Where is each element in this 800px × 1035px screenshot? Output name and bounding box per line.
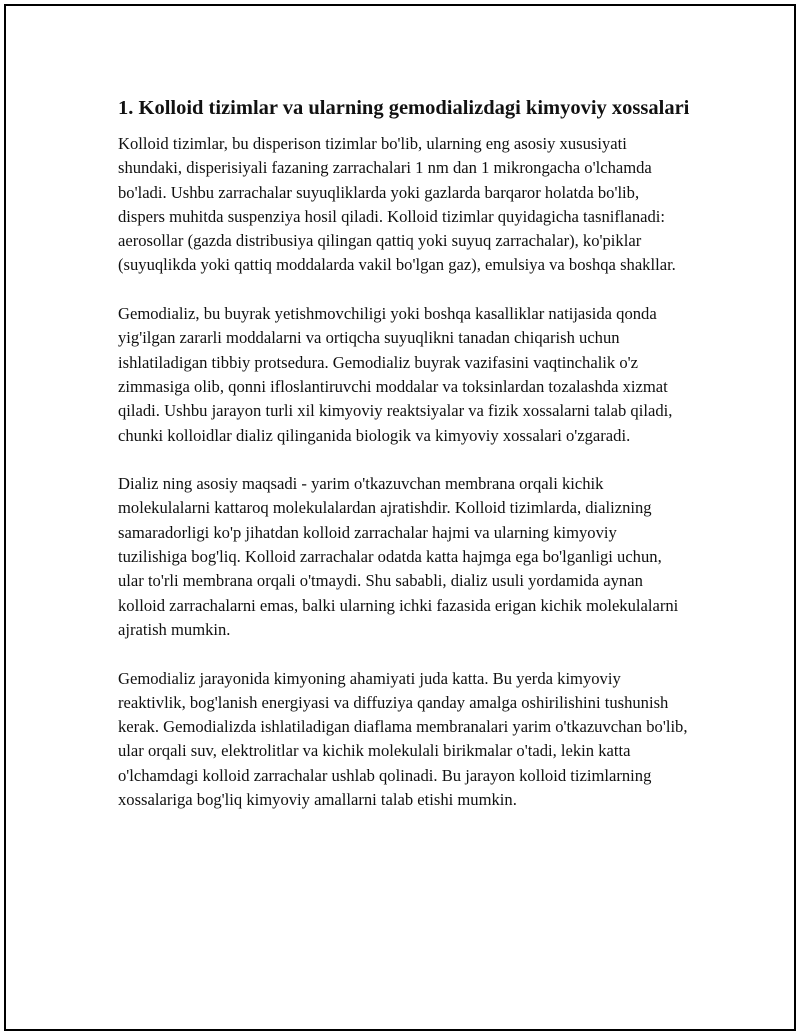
document-body — [118, 94, 690, 837]
section-heading: 1. Kolloid tizimlar va ularning gemodializdagi kimyoviy xossalari — [118, 97, 690, 119]
paragraph-colloid-systems: Kolloid tizimlar, bu disperison tizimlar bo'lib, ularning eng asosiy xususiyati shundaki, disperisiyali fazaning zarrachalari 1 nm dan 1 mikrongacha o'lchamda bo'ladi. Ushbu zarrachalar suyuqliklarda yoki gazlarda barqaror holatda bo'lib, dispers muhitda suspenziya hosil qiladi. Kolloid tizimlar quyidagicha tasniflanadi: aerosollar (gazda distribusiya qilingan qattiq yoki suyuq zarrachalar), ko'piklar (suyuqlikda yoki qattiq moddalarda vakil bo'lgan gaz), emulsiya va boshqa shakllar. — [118, 134, 676, 275]
paragraph-chemistry-role: Gemodializ jarayonida kimyoning ahamiyati juda katta. Bu yerda kimyoviy reaktivlik, bog'lanish energiyasi va diffuziya qanday amalga oshirilishini tushunish kerak. Gemodializda ishlatiladigan diaflama membranalari yarim o'tkazuvchan bo'lib, ular orqali suv, elektrolitlar va kichik molekulali birikmalar o'tadi, lekin katta o'lchamdagi kolloid zarrachalar ushlab qolinadi. Bu jarayon kolloid tizimlarning xossalariga bog'liq kimyoviy amallarni talab etishi mumkin. — [118, 668, 688, 810]
paragraph-hemodialysis: Gemodializ, bu buyrak yetishmovchiligi yoki boshqa kasalliklar natijasida qonda yig'ilgan zararli moddalarni va ortiqcha suyuqlikni tanadan chiqarish uchun ishlatiladigan tibbiy protsedura. Gemodializ buyrak vazifasini vaqtinchalik o'z zimmasiga olib, qonni ifloslantiruvchi moddalar va toksinlardan tozalashda xizmat qiladi. Ushbu jarayon turli xil kimyoviy reaktsiyalar va fizik xossalarni talab qiladi, chunki kolloidlar dializ qilinganida biologik va kimyoviy xossalari o'zgaradi. — [118, 304, 673, 445]
paragraph-dialysis-purpose: Dializ ning asosiy maqsadi - yarim o'tkazuvchan membrana orqali kichik molekulalarni kattaroq molekulalardan ajratishdir. Kolloid tizimlarda, dializning samaradorligi ko'p jihatdan kolloid zarrachalar hajmi va ularning kimyoviy tuzilishiga bog'liq. Kolloid zarrachalar odatda katta hajmga ega bo'lganligi uchun, ular to'rli membrana orqali o'tmaydi. Shu sababli, dializ usuli yordamida aynan kolloid zarrachalarni emas, balki ularning ichki fazasida erigan kichik molekulalarni ajratish mumkin. — [118, 474, 679, 639]
